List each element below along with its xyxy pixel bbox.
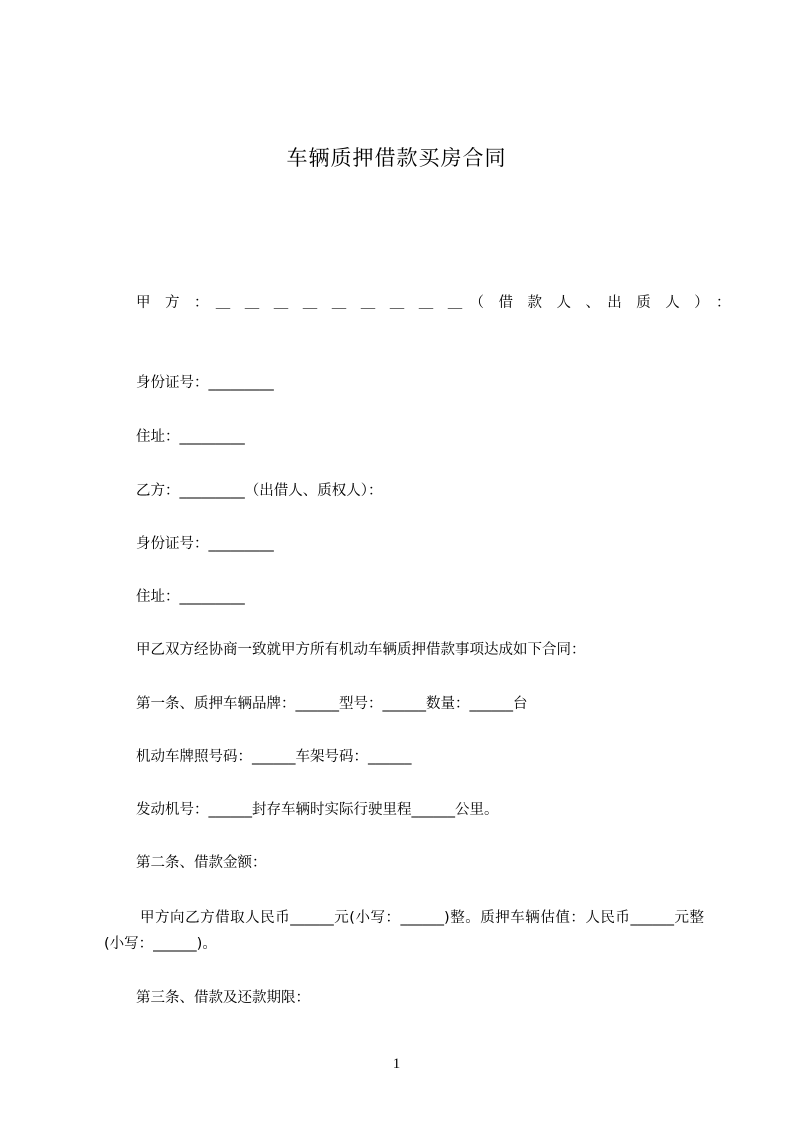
page-number: 1 — [392, 1056, 401, 1072]
article-1-title: 第一条、质押车辆品牌：______型号：______数量：______台 — [136, 696, 528, 712]
article-2-body: 甲方向乙方借取人民币______元(小写：______)整。质押车辆估值：人民币______元整(小写：______)。 — [104, 910, 704, 952]
party-a-address-line: 住址：_________ — [136, 429, 245, 445]
document-title: 车辆质押借款买房合同 — [286, 146, 507, 170]
article-3-title: 第三条、借款及还款期限： — [136, 990, 310, 1006]
party-b-address-line: 住址：_________ — [136, 589, 245, 605]
party-a-id-line: 身份证号：_________ — [136, 375, 274, 391]
article-2-title: 第二条、借款金额： — [136, 855, 267, 871]
article-1-engine-line: 发动机号：______封存车辆时实际行驶里程______公里。 — [136, 802, 499, 818]
intro-paragraph: 甲乙双方经协商一致就甲方所有机动车辆质押借款事项达成如下合同： — [136, 642, 586, 658]
party-b-id-line: 身份证号：_________ — [136, 536, 274, 552]
party-a-line: 甲 方 ： ＿ ＿ ＿ ＿ ＿ ＿ ＿ ＿ ＿ （ 借 款 人 、 出 质 人 ） ： — [136, 295, 731, 311]
party-b-line: 乙方：_________（出借人、质权人）： — [136, 483, 383, 499]
article-1-plate-line: 机动车牌照号码：______车架号码：______ — [136, 749, 412, 765]
